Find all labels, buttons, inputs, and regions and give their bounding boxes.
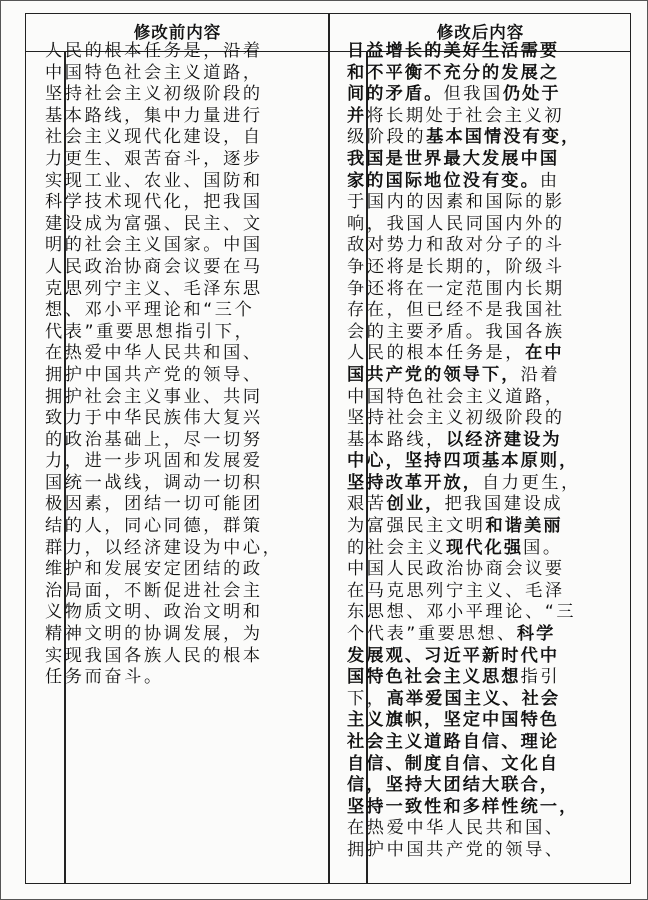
retained-text: 指引 — [520, 667, 561, 688]
retained-text: 存在，但已经不是我国社 — [347, 300, 565, 321]
retained-text: 在马克思列宁主义、毛泽 — [347, 580, 565, 601]
before-text-line: 力更生、艰苦奋斗，逐步 — [45, 148, 263, 169]
after-text-line — [347, 430, 605, 452]
retained-text: 基本路线， — [347, 429, 446, 450]
after-text-line — [347, 775, 605, 797]
retained-text: 沿着 — [520, 364, 561, 385]
retained-text: 响，我国人民同国内外的 — [347, 213, 565, 234]
before-text-line: 群力，以经济建设为中心， — [45, 537, 283, 558]
before-text-line: 想、邓小平理论和“三个 — [45, 300, 255, 321]
retained-text: 争还将在一定范围内长期 — [347, 278, 565, 299]
retained-text: 人民的根本任务是， — [347, 343, 526, 364]
after-text-line — [347, 451, 605, 473]
after-text-line — [347, 127, 605, 149]
before-text-line: 在热爱中华人民共和国、 — [45, 343, 263, 364]
revised-text-bold: 社会主义道路自信、理论 — [347, 732, 560, 752]
revised-text-bold: 家的国际地位没有变。 — [347, 170, 540, 191]
revised-text-bold: 坚持改革开放， — [347, 472, 483, 493]
revised-text-bold: 并 — [347, 105, 367, 126]
after-text-line — [347, 257, 605, 279]
after-text-line — [347, 41, 605, 63]
header-divider — [328, 14, 330, 52]
after-text-line — [347, 840, 605, 862]
before-text-line: 维护和发展安定团结的政 — [45, 559, 263, 580]
after-text-line — [347, 365, 605, 387]
after-text-line — [347, 300, 605, 322]
revised-text-bold: 科学 — [516, 624, 556, 645]
before-text-line: 国统一战线，调动一切积 — [45, 472, 263, 493]
before-text-line: 坚持社会主义初级阶段的 — [45, 84, 263, 105]
revised-text-bold: 我国是世界最大发展中国 — [347, 148, 560, 169]
before-text-line: 明的社会主义国家。中国 — [45, 235, 263, 256]
before-text-line: 人民政治协商会议要在马 — [45, 256, 263, 277]
after-text-line — [347, 408, 605, 430]
header-after: 修改后内容 — [436, 23, 525, 42]
retained-text: 争还将是长期的，阶级斗 — [347, 256, 565, 277]
retained-text: 拥护中国共产党的领导、 — [347, 839, 565, 860]
retained-text: 为富强民主文明 — [347, 516, 486, 537]
retained-text: 下， — [347, 688, 387, 709]
retained-text: 由 — [539, 170, 560, 191]
after-text-line — [347, 322, 605, 344]
after-text-line — [347, 149, 605, 171]
after-text-line — [347, 84, 605, 106]
revised-text-bold: 信，坚持大团结大联合， — [347, 775, 560, 796]
revised-text-bold: 高举爱国主义、社会 — [386, 688, 561, 709]
after-text-line — [347, 516, 605, 538]
after-text-line — [347, 63, 605, 85]
retained-text: 艰苦 — [347, 494, 387, 515]
after-text-line — [347, 559, 605, 581]
after-text-line — [347, 797, 605, 819]
revised-text-bold: 日益增长的美好生活需要 — [347, 41, 560, 61]
center-divider — [328, 52, 330, 883]
after-text-line — [347, 667, 605, 689]
after-text-line — [347, 171, 605, 193]
after-text-line — [347, 235, 605, 257]
before-text-line: 的政治基础上，尽一切努 — [45, 429, 263, 450]
revised-text-bold: 和谐美丽 — [485, 516, 563, 537]
revised-text-bold: 基本国情没有变， — [426, 127, 581, 148]
after-text-line — [347, 387, 605, 409]
revised-text-bold: 自信、制度自信、文化自 — [347, 753, 560, 774]
retained-text: 级阶段的 — [347, 127, 427, 148]
before-text-line: 中国特色社会主义道路， — [45, 62, 263, 83]
retained-text: 会的主要矛盾。我国各族 — [347, 321, 565, 342]
before-text-line: 任务而奋斗。 — [45, 667, 164, 688]
retained-text: 坚持社会主义初级阶段的 — [347, 408, 565, 429]
revised-text-bold: 仍处于 — [502, 84, 561, 105]
after-text-line — [347, 754, 605, 776]
after-text-line — [347, 710, 605, 732]
revised-text-bold: 创业， — [386, 494, 445, 515]
after-text-line — [347, 192, 605, 214]
before-text-line: 拥护中国共产党的领导、 — [45, 364, 263, 385]
retained-text: 在热爱中华人民共和国、 — [347, 818, 565, 839]
revised-text-bold: 坚持一致性和多样性统一， — [347, 796, 579, 817]
after-text-line — [347, 581, 605, 603]
after-text-line — [347, 646, 605, 668]
before-text-line: 结的人，同心同德，群策 — [45, 516, 263, 537]
before-text-line: 致力于中华民族伟大复兴 — [45, 408, 263, 429]
header-before: 修改前内容 — [133, 23, 222, 42]
retained-text: 中国人民政治协商会议要 — [347, 559, 565, 580]
before-text-line: 精神文明的协调发展，为 — [45, 624, 263, 645]
retained-text: 东思想、邓小平理论、“三 — [347, 602, 577, 623]
before-text-line: 基本路线，集中力量进行 — [45, 105, 263, 126]
revised-text-bold: 现代化强 — [445, 537, 524, 558]
retained-text: 于国内的因素和国际的影 — [347, 192, 565, 213]
retained-text: 敌对势力和敌对分子的斗 — [347, 235, 565, 256]
before-text-line: 代表”重要思想指引下， — [45, 321, 255, 342]
before-text-line: 克思列宁主义、毛泽东思 — [45, 278, 263, 299]
retained-text: 把我国建设成 — [444, 494, 564, 515]
revised-text-bold: 主义旗帜，坚定中国特色 — [347, 710, 560, 731]
revised-text-bold: 间的矛盾。 — [347, 84, 444, 105]
before-text-line: 科学技术现代化，把我国 — [45, 192, 263, 213]
after-text-line — [347, 494, 605, 516]
retained-text: 自力更生， — [482, 472, 581, 493]
revised-text-bold: 发展观、习近平新时代中 — [347, 645, 560, 666]
revised-text-bold: 和不平衡不充分的发展之 — [347, 62, 560, 83]
before-text-line: 社会主义现代化建设，自 — [45, 127, 263, 148]
before-text-line: 极因素，团结一切可能团 — [45, 494, 263, 515]
retained-text: 将长期处于社会主义初 — [366, 105, 565, 126]
after-text-line — [347, 473, 605, 495]
before-text-line: 人民的根本任务是，沿着 — [45, 41, 263, 61]
before-text-line: 实现我国各族人民的根本 — [45, 645, 263, 666]
before-text-line: 治局面，不断促进社会主 — [45, 580, 263, 601]
after-content-cell — [347, 41, 605, 862]
revised-text-bold: 以经济建设为 — [445, 429, 562, 450]
before-text-line: 实现工业、农业、国防和 — [45, 170, 263, 191]
before-text-line: 力，进一步巩固和发展爱 — [45, 451, 263, 472]
after-text-line — [347, 279, 605, 301]
after-text-line — [347, 602, 605, 624]
after-text-line — [347, 343, 605, 365]
before-text-line: 拥护社会主义事业、共同 — [45, 386, 263, 407]
after-text-line — [347, 818, 605, 840]
retained-text: 的社会主义 — [347, 537, 446, 558]
before-content-cell — [45, 41, 307, 689]
after-text-line — [347, 732, 605, 754]
after-text-line — [347, 106, 605, 128]
before-text-line: 建设成为富强、民主、文 — [45, 213, 263, 234]
revised-text-bold: 在中 — [525, 343, 564, 364]
retained-text: 国。 — [523, 537, 563, 558]
after-text-line — [347, 624, 605, 646]
revised-text-bold: 国特色社会主义思想 — [347, 667, 521, 688]
revised-text-bold: 国共产党的领导下， — [347, 364, 521, 385]
retained-text: 但我国 — [443, 84, 503, 105]
retained-text: 个代表”重要思想、 — [347, 624, 517, 645]
before-text-line: 义物质文明、政治文明和 — [45, 602, 263, 623]
after-text-line — [347, 214, 605, 236]
after-text-line — [347, 689, 605, 711]
revised-text-bold: 中心，坚持四项基本原则， — [347, 451, 579, 472]
after-text-line — [347, 538, 605, 560]
retained-text: 中国特色社会主义道路， — [347, 386, 565, 407]
